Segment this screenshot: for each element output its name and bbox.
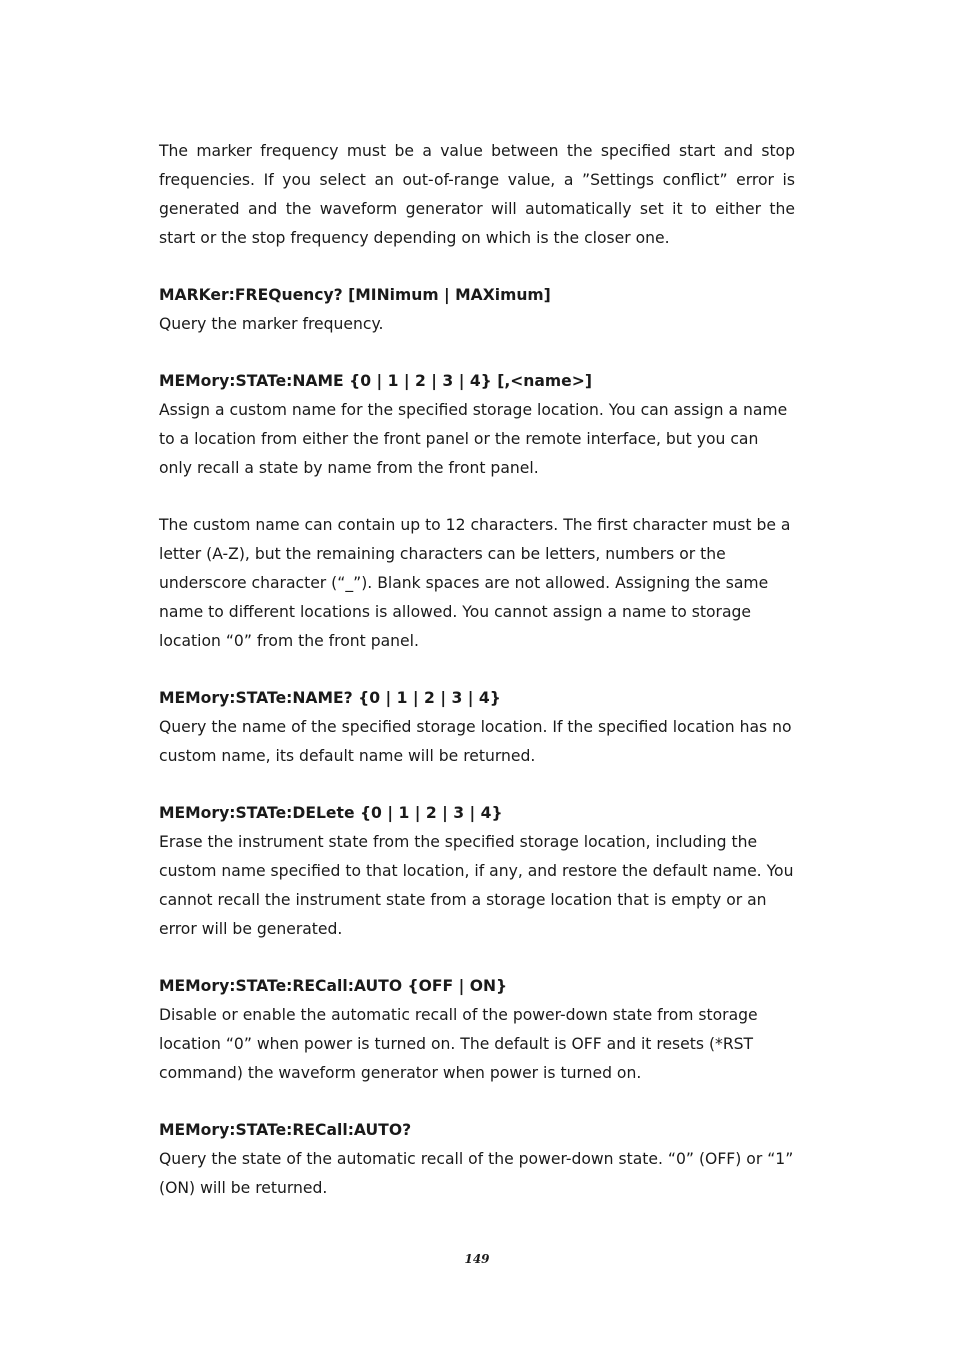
command-description-state-delete: Erase the instrument state from the specified storage location, including the custom name specified to that location, if any, and restore the default name. You cannot recall the instrument state from a storage location that is empty or an error will be generated. [159,833,794,938]
command-description-state-name-query: Query the name of the specified storage location. If the specified location has no custom name, its default name will be returned. [159,718,792,765]
command-heading-state-name: MEMory:STATe:NAME {0 | 1 | 2 | 3 | 4} [,<name>] [159,372,592,390]
page-number: 149 [464,1252,490,1266]
command-heading-state-delete: MEMory:STATe:DELete {0 | 1 | 2 | 3 | 4} [159,804,503,822]
intro-paragraph: The marker frequency must be a value between the specified start and stop frequencies. If you select an out-of-range value, a ”Settings conflict” error is generated and the waveform generator will automatically set it to either the start or the stop frequency depending on which is the closer one. [159,142,795,247]
command-description-recall-auto: Disable or enable the automatic recall of the power-down state from storage location “0” when power is turned on. The default is OFF and it resets (*RST command) the waveform generator when power is turned on. [159,1006,758,1082]
command-heading-marker-frequency-query: MARKer:FREQuency? [MINimum | MAXimum] [159,286,551,304]
command-description-marker-frequency-query: Query the marker frequency. [159,315,384,333]
command-heading-recall-auto-query: MEMory:STATe:RECall:AUTO? [159,1121,412,1139]
command-heading-recall-auto: MEMory:STATe:RECall:AUTO {OFF | ON} [159,977,508,995]
command-heading-state-name-query: MEMory:STATe:NAME? {0 | 1 | 2 | 3 | 4} [159,689,501,707]
command-description-recall-auto-query: Query the state of the automatic recall of the power-down state. “0” (OFF) or “1” (ON) will be returned. [159,1150,794,1197]
page-content [159,137,795,1203]
command-description-state-name-details: The custom name can contain up to 12 characters. The first character must be a letter (A-Z), but the remaining characters can be letters, numbers or the underscore character (“_”). Blank spaces are not allowed. Assigning the same name to different locations is allowed. You cannot assign a name to storage location “0” from the front panel. [159,516,791,650]
command-description-state-name: Assign a custom name for the specified storage location. You can assign a name to a location from either the front panel or the remote interface, but you can only recall a state by name from the front panel. [159,401,788,477]
